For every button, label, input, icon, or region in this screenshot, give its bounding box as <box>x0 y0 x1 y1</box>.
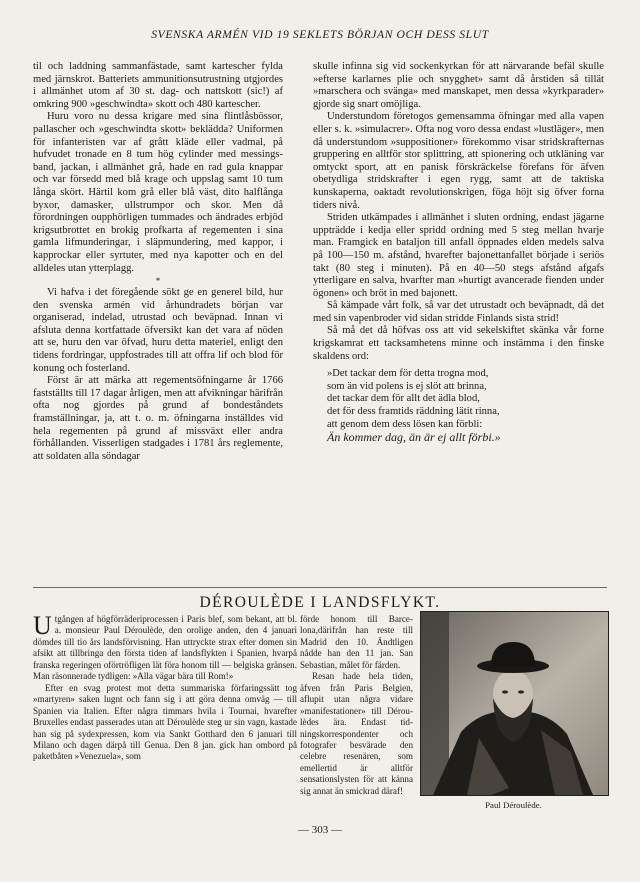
article-middle-column <box>300 614 413 797</box>
section-separator: * <box>155 276 161 287</box>
right-paragraph-2: Understundom företogos gemensamma öfningar med alla vapen eller s. k. »simulacrer». Ofta nog voro dessa endast »lustläger», men då understundom »suppositioner» förekommo visar stridskrafternas gruppering en alltför stor splittring, att spionering och utkläning var omtyckt sport, att en panisk förskräckelse förefans för äfven obetydliga stridskrafter i egen rygg, samt att de taktiska kunskaperna, oaktadt revolutionskrigen, föga höjt sig öfver forna tiders nivå. <box>313 111 604 211</box>
article-paragraph-1-text: tgången af högförräderiprocessen i Paris blef, som bekant, att bl. a. monsieur Paul Déroulède, den oroligе anden, den 4 januari dömdes till tio års landsförvisning. Han uttryckte strax efter domen sin afsikt att tillbringa den första tiden af landsflykten i Spanien, hvarpå franska regeringen oförtröfligen lät föra honom till — belgiska gränsen. Man räsonnerade tydligen: »Alla vägar bära till Rom!» <box>33 614 297 682</box>
right-paragraph-1: skulle infinna sig vid sockenkyrkan för att närvarande befäl skulle »efterse karlarnes plie och snygghet» samt då årstiden så tillät »marschera och svänga» med manskapet, men dessa »kyrkparader» gjorde sig snart omöjliga. <box>313 61 604 110</box>
article-paragraph-3: förde honom till Barcelona,därifrån han reste till Madrid den 10. Ändtligen nådde han den 11 jan. San Sebastian, målet för färden. <box>300 614 413 670</box>
right-paragraph-5: Så må det då höfvas oss att vid sekelskiftet skänka vår forne krigskamrat ett tacksamhetens minne och instämma i den finske skaldens ord: <box>313 325 604 362</box>
article-left-column <box>33 611 297 763</box>
article-paragraph-1 <box>33 611 297 683</box>
poem-line: det tackar dem för allt det ädla blod, <box>327 393 480 405</box>
right-paragraph-3: Striden utkämpades i allmänhet i sluten ordning, endast jägarne uppträdde i kedja eller spridd ordning med 5 steg mellan hvarje man. Framgick en bataljon till anfall öppnades elden medels salva på 100—150 m. afstånd, hvarefter bajonettanfallet började i seriös takt (80 steg i minuten). På en 40—50 stegs afstånd afgafs ytterligare en salva, hvarfter man »hurtigt avancerade fienden under ögonen» och bröt in med bajonett. <box>313 212 604 299</box>
article-title: DÉROULÈDE I LANDSFLYKT. <box>199 594 441 611</box>
photo-caption: Paul Déroulède. <box>485 800 542 810</box>
right-paragraph-4: Så kämpade vårt folk, så var det utrustadt och beväpnadt, då det med sin vapenbroder vid sidan stridde Finlands sista strid! <box>313 300 604 324</box>
poem-line: som än vid polens is ej slöt att brinna, <box>327 380 487 392</box>
page-number: — 303 — <box>298 824 342 836</box>
left-paragraph-1: til och laddning sammanfästade, samt kartescher fylda med järnskrot. Batteriets ammunitionsutrustning utgjordes i allmänhet utom af 30 st. dag- och nattskott (sic!) af omkring 900 »geschwindta» skott och 480 kartescher. <box>33 61 283 110</box>
left-paragraph-2: Huru voro nu dessa krigare med sina flintlåsbössor, pallascher och »geschwindta skott» beklädda? Uniformen för infanteristen var af grått kläde eller vadmal, på hufvudet tronade en 8 tum hög cylinder med messingsband, jackan, i allmänhet grå, hade en rad gula knappar och var försedd med blå krage och uppslag samt 10 tum långa skört. Härtil kom grå eller blå väst, dito halflånga byxor, damasker, ullstrumpor och skor. Men då förordningen oupphörligen tummades och ändrades erbjöd krigsutbrottet en brokig profkarta af regementen i sina gamla lifmunderingar, i släpmundering, med kappor, i kapprockar eller syrtuter, med nya kapotter och en del alldeles utan ytterplagg. <box>33 111 283 274</box>
poem-line-final: Än kommer dag, än är ej allt förbi.» <box>327 430 501 445</box>
portrait-illustration <box>421 612 608 795</box>
poem-line: »Det tackar dem för detta trogna mod, <box>327 368 489 380</box>
running-head: SVENSKA ARMÉN VID 19 SEKLETS BÖRJAN OCH DESS SLUT <box>151 28 489 41</box>
left-paragraph-3: Vi hafva i det föregående sökt ge en generel bild, hur den svenska armén vid århundradets början var organiserad, indelad, utrustad och beväpnad. Innan vi afsluta denna kortfattade öfversikt kan det vara af nöden att se, huru den var öfvad, huru detta materiel, enligt den tidens fordringar, uppfostrades till att offra lif och blod för konung och fosterland. <box>33 287 283 374</box>
article-paragraph-2: Efter en svag protest mot detta summariska förfaringssätt tog »martyren» saken lugnt och fann sig i att göra denna omväg — till Spanien via Italien. Efter några timmars hvila i Tournai, hvarefter Bruxelles endast passerades utan att Déroulède steg ur sin vagn, kastade han sig på sydexpressen, kom via Sankt Gotthard den 6 januari till Milano och dagen därpå till Genua. Den 8 jan. gick han ombord på paketbåten »Venezuela», som <box>33 682 297 762</box>
poem-line: det för dess framtids räddning lätit rinna, <box>327 406 500 418</box>
left-paragraph-4: Först är att märka att regementsöfningarne år 1766 fastställts till 17 dagar årligen, men att afvikningar härifrån ofta nog gjordes på grund af bondeståndets framställningar, ja, att t. o. m. öfningarna inställdes vid hela regementen på grund af missväxt eller andra förhållanden. Visserligen stadgades i 1781 års reglemente, att soldaten alla söndagar <box>33 375 283 462</box>
section-divider <box>33 587 607 588</box>
left-column <box>33 61 283 463</box>
right-column <box>313 61 604 444</box>
portrait-photo <box>420 611 609 796</box>
poem <box>327 368 604 444</box>
drop-cap: U <box>33 611 52 640</box>
article-paragraph-4: Resan hade hela tiden, äfven från Paris Belgien, aflupit utan några vidare »manifestationer» till Déroulèdes ära. Endast tidningskorrespondenter och fotografer besvärade den celebre resenären, som emellertid är alltför sensationslysten för att känna sig annat än smickrad däraf! <box>300 671 413 796</box>
poem-line: att genom dem dess lösen kan förbli: <box>327 418 483 430</box>
